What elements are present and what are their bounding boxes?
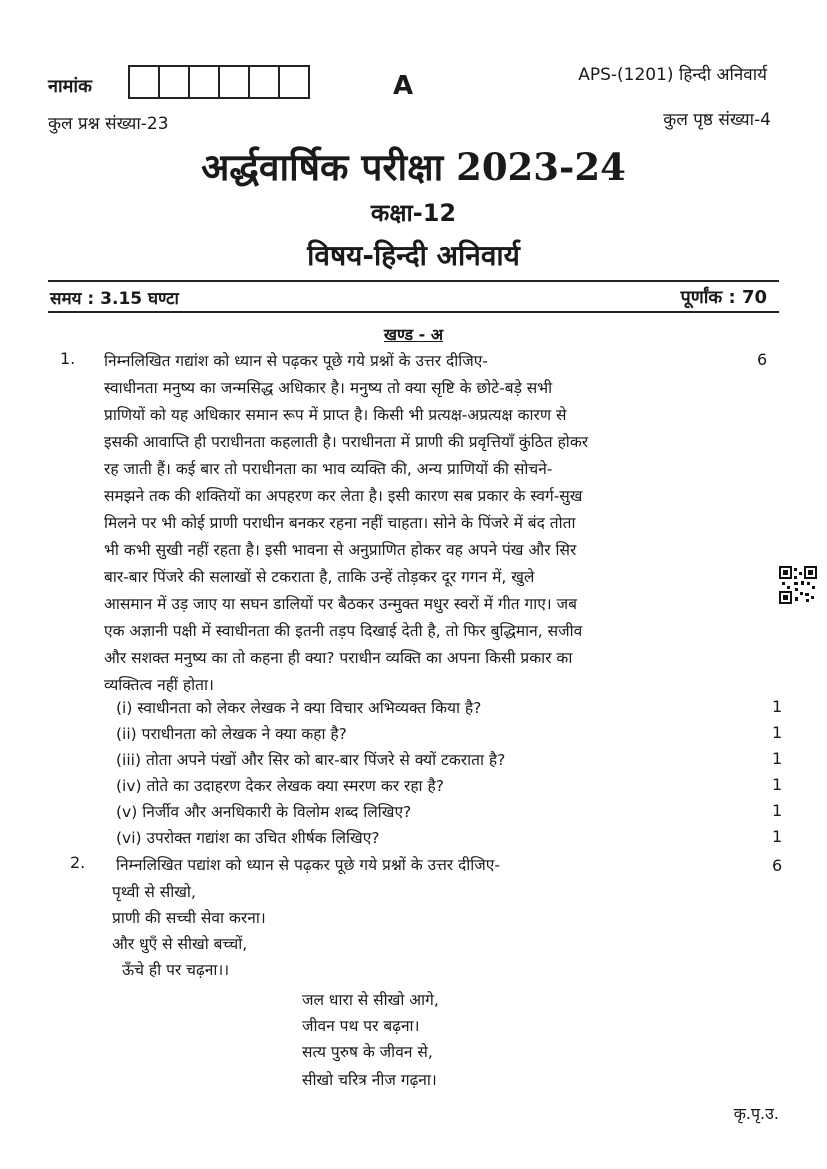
top-divider (48, 280, 779, 282)
passage-line: इसकी आवाप्ति ही पराधीनता कहलाती है। पराधीनता में प्राणी की प्रवृत्तियाँ कुंठित होकर (104, 433, 589, 451)
bottom-divider (48, 311, 779, 313)
set-code: A (393, 71, 414, 101)
question-marks: 6 (772, 856, 783, 875)
roll-box[interactable] (158, 65, 190, 99)
roll-box[interactable] (188, 65, 220, 99)
exam-class: कक्षा-12 (370, 199, 457, 227)
question-instruction: निम्नलिखित पद्यांश को ध्यान से पढ़कर पूछे गये प्रश्नों के उत्तर दीजिए- (116, 856, 500, 874)
poem-line: जीवन पथ पर बढ़ना। (302, 1017, 420, 1035)
passage-line: बार-बार पिंजरे की सलाखों से टकराता है, ताकि उन्हें तोड़कर दूर गगन में, खुले (104, 568, 535, 586)
subquestion: (vi) उपरोक्त गद्यांश का उचित शीर्षक लिखिए? (116, 829, 380, 847)
roll-number-label: नामांक (48, 76, 92, 97)
passage-line: भी कभी सुखी नहीं रहता है। इसी भावना से अनुप्राणित होकर वह अपने पंख और सिर (104, 541, 577, 559)
poem-line: ऊँचे ही पर चढ़ना।। (122, 961, 230, 979)
subquestion: (i) स्वाधीनता को लेकर लेखक ने क्या विचार अभिव्यक्त किया है? (116, 699, 482, 717)
subquestion-marks: 1 (772, 697, 783, 716)
subquestion-marks: 1 (772, 775, 783, 794)
question-number: 2. (70, 853, 86, 872)
passage-line: और सशक्त मनुष्य का तो कहना ही क्या? पराधीन व्यक्ति का अपना किसी प्रकार का (104, 649, 573, 667)
total-questions: कुल प्रश्न संख्या-23 (48, 114, 169, 134)
total-pages: कुल पृष्ठ संख्या-4 (663, 110, 771, 130)
passage-line: मिलने पर भी कोई प्राणी पराधीन बनकर रहना नहीं चाहता। सोने के पिंजरे में बंद तोता (104, 514, 576, 532)
poem-line: सीखो चरित्र नीज गढ़ना। (302, 1071, 437, 1089)
subquestion: (iii) तोता अपने पंखों और सिर को बार-बार पिंजरे से क्यों टकराता है? (116, 751, 506, 769)
roll-box[interactable] (278, 65, 310, 99)
subquestion-marks: 1 (772, 827, 783, 846)
passage-line: समझने तक की शक्तियों का अपहरण कर लेता है। इसी कारण सब प्रकार के स्वर्ग-सुख (104, 487, 583, 505)
roll-box[interactable] (218, 65, 250, 99)
roll-box[interactable] (128, 65, 160, 99)
poem-line: और धुएँ से सीखो बच्चों, (112, 935, 248, 953)
question-marks: 6 (757, 350, 768, 369)
passage-line: एक अज्ञानी पक्षी में स्वाधीनता की इतनी तड़प दिखाई देती है, तो फिर बुद्धिमान, सजीव (104, 622, 583, 640)
poem-line: जल धारा से सीखो आगे, (302, 991, 439, 1009)
subquestion-marks: 1 (772, 723, 783, 742)
exam-time: समय : 3.15 घण्टा (50, 289, 179, 309)
exam-title: अर्द्धवार्षिक परीक्षा 2023-24 (201, 145, 626, 189)
roll-number-boxes[interactable] (128, 65, 308, 99)
poem-line: सत्य पुरुष के जीवन से, (302, 1043, 433, 1061)
exam-subject: विषय-हिन्दी अनिवार्य (307, 239, 520, 272)
paper-code: APS-(1201) हिन्दी अनिवार्य (578, 65, 767, 85)
subquestion: (iv) तोते का उदाहरण देकर लेखक क्या स्मरण कर रहा है? (116, 777, 444, 795)
question-instruction: निम्नलिखित गद्यांश को ध्यान से पढ़कर पूछे गये प्रश्नों के उत्तर दीजिए- (104, 352, 488, 370)
section-heading: खण्ड - अ (383, 325, 444, 344)
please-turn-over: कृ.पृ.उ. (733, 1104, 779, 1123)
question-number: 1. (60, 349, 76, 368)
passage-line: व्यक्तित्व नहीं होता। (104, 676, 214, 694)
subquestion-marks: 1 (772, 749, 783, 768)
poem-line: प्राणी की सच्ची सेवा करना। (112, 909, 266, 927)
passage-line: आसमान में उड़ जाए या सघन डालियों पर बैठकर उन्मुक्त मधुर स्वरों में गीत गाए। जब (104, 595, 577, 613)
poem-line: पृथ्वी से सीखो, (112, 883, 196, 901)
roll-box[interactable] (248, 65, 280, 99)
qr-code-icon (779, 566, 817, 604)
subquestion: (ii) पराधीनता को लेखक ने क्या कहा है? (116, 725, 347, 743)
subquestion-marks: 1 (772, 801, 783, 820)
max-marks: पूर्णांक : 70 (680, 287, 767, 308)
passage-line: रह जाती हैं। कई बार तो पराधीनता का भाव व्यक्ति की, अन्य प्राणियों की सोचने- (104, 460, 553, 478)
subquestion: (v) निर्जीव और अनधिकारी के विलोम शब्द लिखिए? (116, 803, 412, 821)
passage-line: स्वाधीनता मनुष्य का जन्मसिद्ध अधिकार है। मनुष्य तो क्या सृष्टि के छोटे-बड़े सभी (104, 379, 553, 397)
passage-line: प्राणियों को यह अधिकार समान रूप में प्राप्त है। किसी भी प्रत्यक्ष-अप्रत्यक्ष कारण से (104, 406, 567, 424)
